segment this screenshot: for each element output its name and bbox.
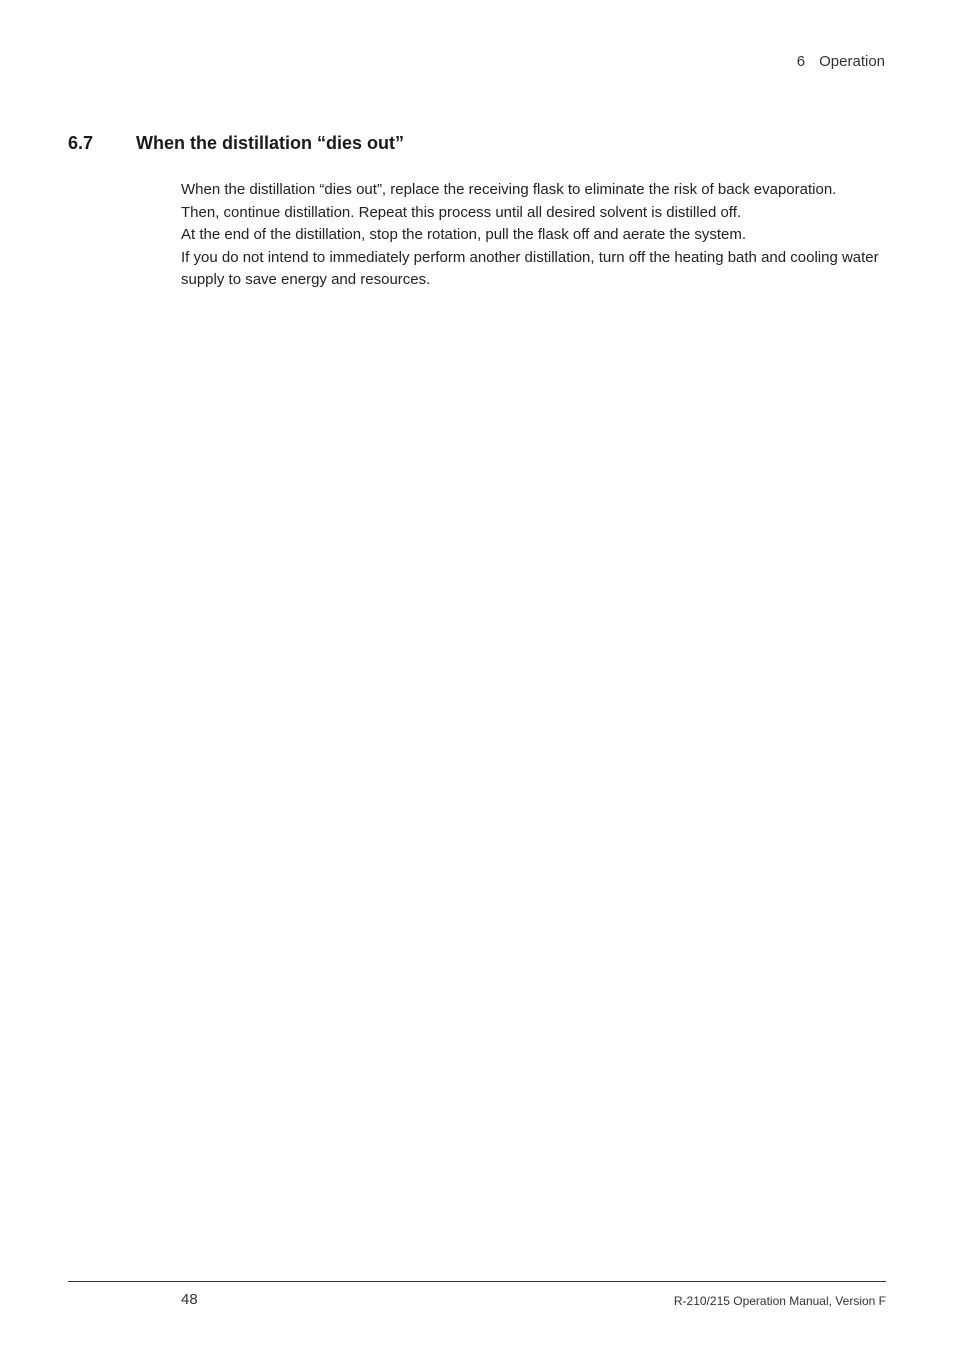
paragraph-line: If you do not intend to immediately perform another distillation, turn off the heating bath and cooling water supply to save energy and resources. xyxy=(181,248,879,289)
section-number: 6.7 xyxy=(68,133,94,153)
footer-divider xyxy=(68,1281,886,1282)
body-text xyxy=(181,179,881,292)
paragraph-line: At the end of the distillation, stop the rotation, pull the flask off and aerate the system. xyxy=(181,226,747,244)
paragraph-line: When the distillation “dies out”, replace the receiving flask to eliminate the risk of back evaporation. xyxy=(181,181,837,198)
paragraph-line: Then, continue distillation. Repeat this process until all desired solvent is distilled off. xyxy=(181,203,742,221)
section-heading xyxy=(68,133,404,154)
chapter-title: Operation xyxy=(819,53,885,70)
running-header xyxy=(797,53,885,70)
section-title: When the distillation “dies out” xyxy=(136,133,404,153)
page-number: 48 xyxy=(181,1291,198,1308)
footer-document-title: R-210/215 Operation Manual, Version F xyxy=(673,1294,886,1308)
chapter-number: 6 xyxy=(796,53,806,70)
